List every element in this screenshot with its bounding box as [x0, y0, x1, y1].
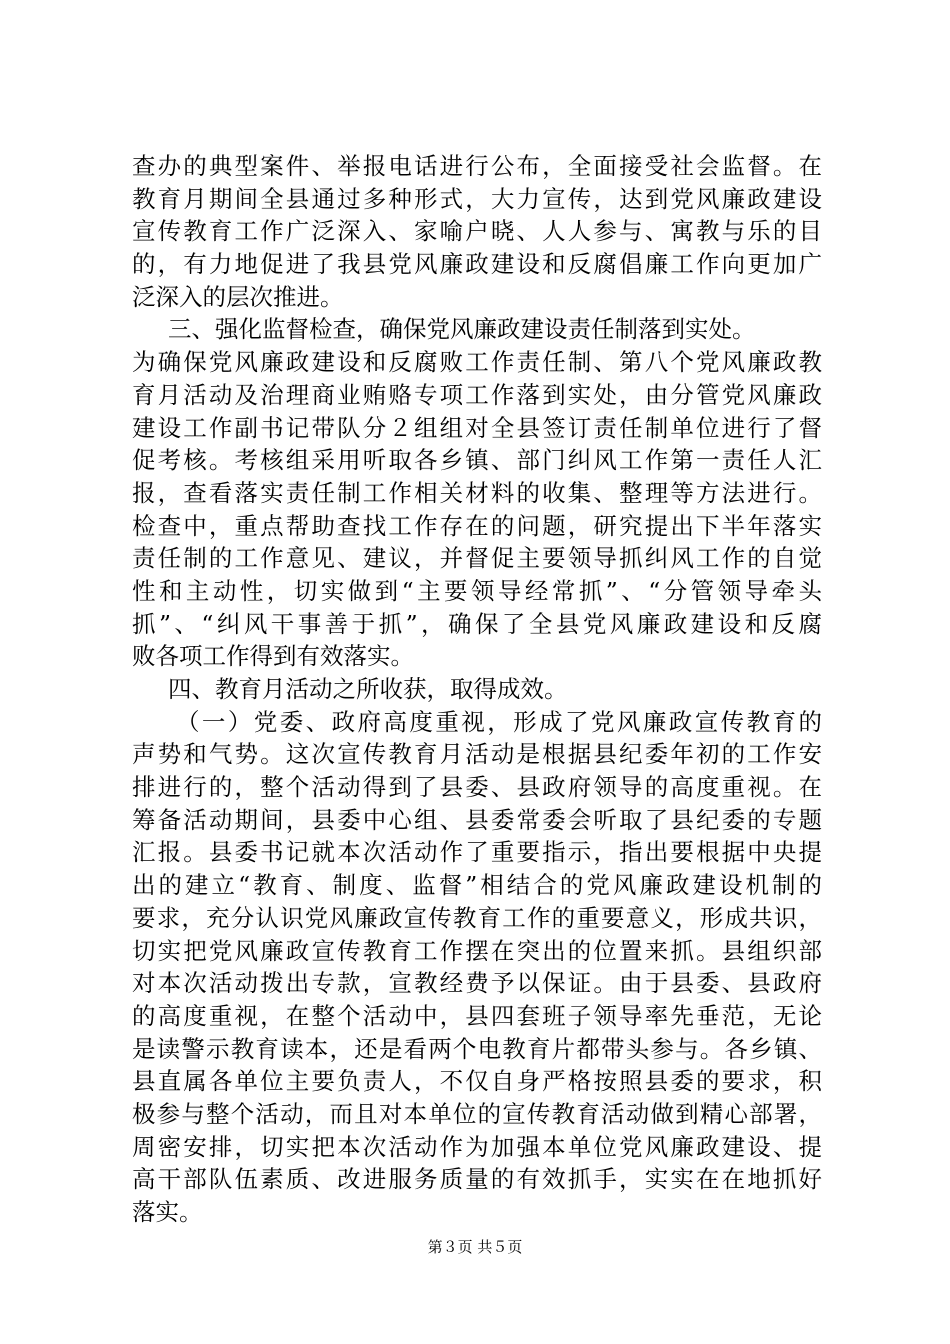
text-line: 对本次活动拨出专款，宣教经费予以保证。由于县委、县政府 — [132, 969, 822, 998]
text-line: 汇报。县委书记就本次活动作了重要指示，指出要根据中央提 — [132, 838, 822, 867]
text-line: 三、强化监督检查，确保党风廉政建设责任制落到实处。 — [168, 315, 756, 344]
text-line: （一）党委、政府高度重视，形成了党风廉政宣传教育的 — [176, 707, 822, 736]
text-line: 要求，充分认识党风廉政宣传教育工作的重要意义，形成共识， — [132, 903, 822, 932]
text-line: 育月活动及治理商业贿赂专项工作落到实处，由分管党风廉政 — [132, 380, 822, 409]
text-line: 极参与整个活动，而且对本单位的宣传教育活动做到精心部署， — [132, 1099, 822, 1128]
text-line: 性和主动性，切实做到“主要领导经常抓”、“分管领导牵头 — [132, 576, 822, 605]
text-line: 筹备活动期间，县委中心组、县委常委会听取了县纪委的专题 — [132, 805, 822, 834]
text-line: 促考核。考核组采用听取各乡镇、部门纠风工作第一责任人汇 — [132, 446, 822, 475]
text-line: 建设工作副书记带队分２组组对全县签订责任制单位进行了督 — [132, 413, 822, 442]
text-line: 排进行的，整个活动得到了县委、县政府领导的高度重视。在 — [132, 773, 822, 802]
text-line: 报，查看落实责任制工作相关材料的收集、整理等方法进行。 — [132, 478, 822, 507]
text-line: 县直属各单位主要负责人，不仅自身严格按照县委的要求，积 — [132, 1067, 822, 1096]
text-line: 高干部队伍素质、改进服务质量的有效抓手，实实在在地抓好 — [132, 1165, 822, 1194]
text-line: 责任制的工作意见、建议，并督促主要领导抓纠风工作的自觉 — [132, 544, 822, 573]
text-line: 宣传教育工作广泛深入、家喻户晓、人人参与、寓教与乐的目 — [132, 217, 822, 246]
text-line: 泛深入的层次推进。 — [132, 282, 344, 311]
text-line: 的高度重视，在整个活动中，县四套班子领导率先垂范，无论 — [132, 1001, 822, 1030]
text-line: 出的建立“教育、制度、监督”相结合的党风廉政建设机制的 — [132, 871, 822, 900]
text-line: 为确保党风廉政建设和反腐败工作责任制、第八个党风廉政教 — [132, 348, 822, 377]
text-line: 是读警示教育读本，还是看两个电教育片都带头参与。各乡镇、 — [132, 1034, 822, 1063]
text-line: 切实把党风廉政宣传教育工作摆在突出的位置来抓。县组织部 — [132, 936, 822, 965]
text-line: 四、教育月活动之所收获，取得成效。 — [168, 675, 568, 703]
text-line: 查办的典型案件、举报电话进行公布，全面接受社会监督。在 — [132, 152, 822, 180]
text-line: 检查中，重点帮助查找工作存在的问题，研究提出下半年落实 — [132, 511, 822, 540]
text-line: 的，有力地促进了我县党风廉政建设和反腐倡廉工作向更加广 — [132, 250, 822, 279]
page-footer: 第３页 共５页 — [427, 1238, 523, 1256]
text-line: 落实。 — [132, 1198, 203, 1226]
text-line: 声势和气势。这次宣传教育月活动是根据县纪委年初的工作安 — [132, 740, 822, 769]
text-line: 教育月期间全县通过多种形式，大力宣传，达到党风廉政建设 — [132, 184, 822, 213]
document-body — [132, 150, 822, 1229]
text-line: 败各项工作得到有效落实。 — [132, 642, 414, 671]
text-line: 抓”、“纠风干事善于抓”，确保了全县党风廉政建设和反腐 — [132, 609, 822, 638]
text-line: 周密安排，切实把本次活动作为加强本单位党风廉政建设、提 — [132, 1132, 822, 1161]
